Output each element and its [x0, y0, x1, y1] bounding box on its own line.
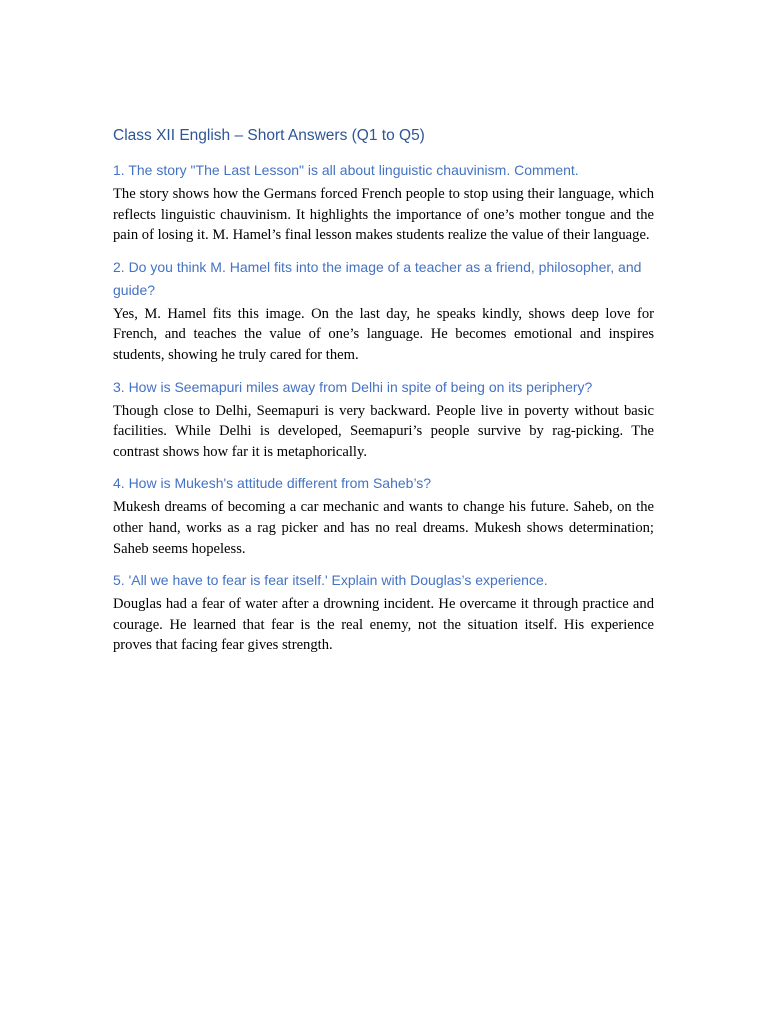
- answer-1: The story shows how the Germans forced French people to stop using their language, which reflects linguistic chauvinism. It highlights the importance of one’s mother tongue and the pain of losing it. M. Hamel’s final lesson makes students realize the value of their language.: [113, 186, 654, 244]
- question-4: 4. How is Mukesh's attitude different from Saheb’s?: [113, 475, 432, 492]
- qa-item-2: [113, 256, 654, 366]
- qa-item-4: [113, 472, 654, 559]
- question-1: 1. The story "The Last Lesson" is all about linguistic chauvinism. Comment.: [113, 162, 579, 178]
- document-title: Class XII English – Short Answers (Q1 to Q5): [113, 127, 425, 144]
- answer-2: Yes, M. Hamel fits this image. On the last day, he speaks kindly, shows deep love for French, and teaches the value of one’s language. He becomes emotional and inspires students, showing he truly cared for them.: [113, 305, 654, 363]
- qa-item-3: [113, 376, 654, 463]
- answer-4: Mukesh dreams of becoming a car mechanic and wants to change his future. Saheb, on the other hand, works as a rag picker and has no real dreams. Mukesh shows determination; Saheb seems hopeless.: [113, 499, 654, 557]
- question-2: 2. Do you think M. Hamel fits into the image of a teacher as a friend, philosopher, and guide?: [113, 258, 642, 298]
- answer-3: Though close to Delhi, Seemapuri is very backward. People live in poverty without basic facilities. While Delhi is developed, Seemapuri’s people survive by rag-picking. The contrast shows how far it is metaphorically.: [113, 402, 654, 460]
- qa-item-1: [113, 159, 654, 246]
- question-3: 3. How is Seemapuri miles away from Delhi in spite of being on its periphery?: [113, 378, 593, 395]
- question-5: 5. 'All we have to fear is fear itself.' Explain with Douglas’s experience.: [113, 572, 548, 589]
- document-page: [113, 124, 654, 666]
- qa-item-5: [113, 569, 654, 656]
- answer-5: Douglas had a fear of water after a drowning incident. He overcame it through practice and courage. He learned that fear is the real enemy, not the situation itself. His experience proves that facing fear gives strength.: [113, 596, 654, 654]
